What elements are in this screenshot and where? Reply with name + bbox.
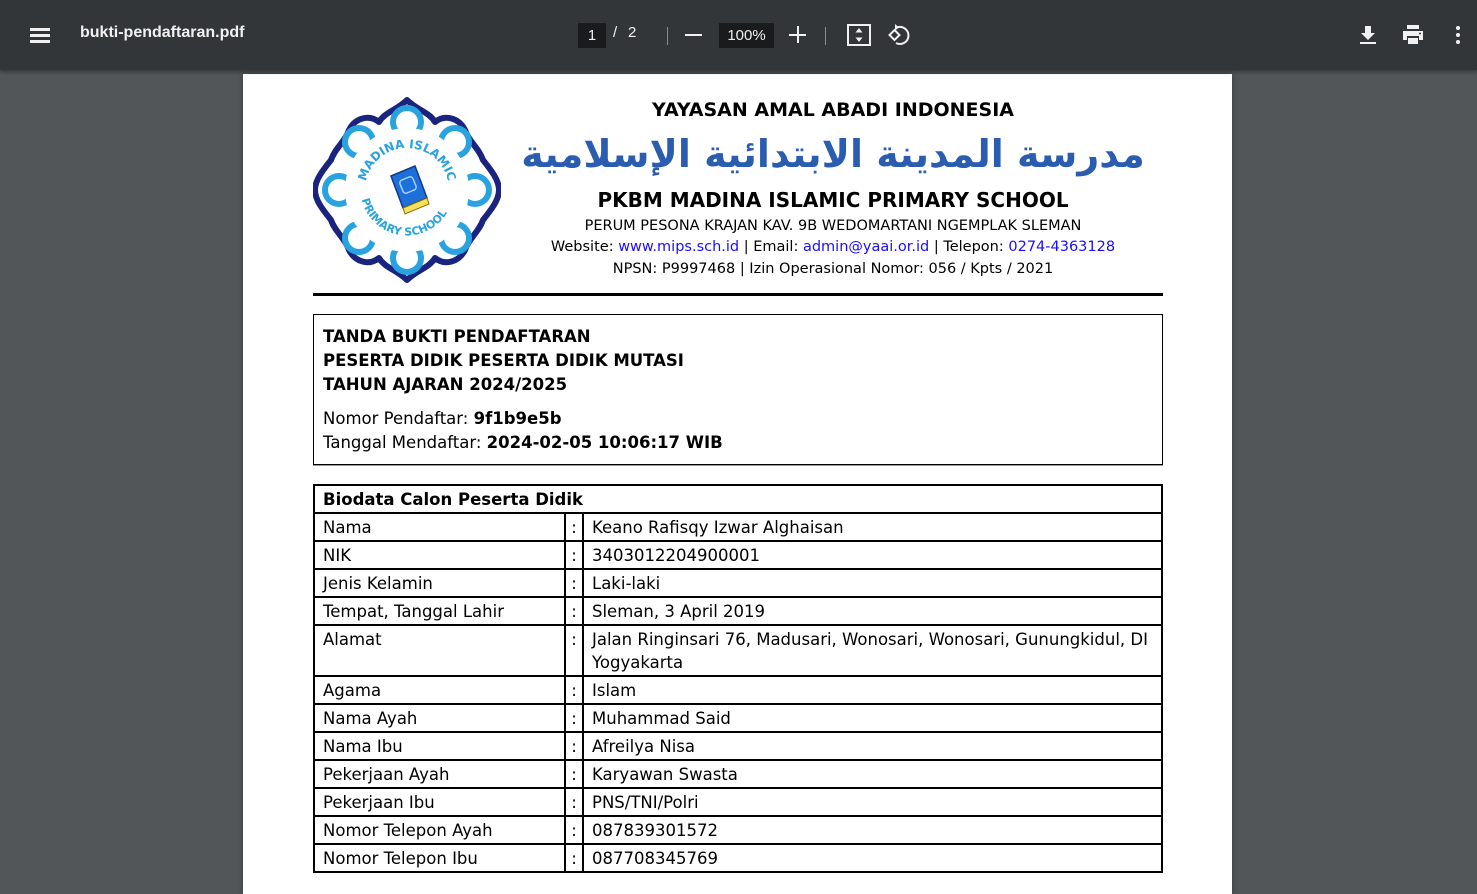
table-row xyxy=(314,816,1162,844)
field-separator: : xyxy=(565,541,583,569)
field-separator: : xyxy=(565,597,583,625)
registration-date-value: 2024-02-05 10:06:17 WIB xyxy=(486,433,723,452)
school-logo xyxy=(313,96,501,284)
field-label: Pekerjaan Ibu xyxy=(314,788,565,816)
field-label: Alamat xyxy=(314,625,565,676)
logo-text-top: MADINA ISLAMIC xyxy=(355,136,459,183)
field-separator: : xyxy=(565,569,583,597)
field-label: Agama xyxy=(314,676,565,704)
school-name: PKBM MADINA ISLAMIC PRIMARY SCHOOL xyxy=(597,188,1069,212)
website-label: Website: xyxy=(550,239,619,255)
field-value: 087708345769 xyxy=(583,844,1162,872)
field-label: NIK xyxy=(314,541,565,569)
document-title: bukti-pendaftaran.pdf xyxy=(80,24,245,41)
field-value: Jalan Ringinsari 76, Madusari, Wonosari, Wonosari, Gunungkidul, DI Yogyakarta xyxy=(583,625,1162,676)
registration-number xyxy=(323,407,562,431)
print-icon[interactable] xyxy=(1402,24,1424,46)
field-separator: : xyxy=(565,788,583,816)
page-separator: / xyxy=(613,24,618,41)
registration-receipt-box xyxy=(313,314,1163,465)
fit-to-page-icon[interactable] xyxy=(847,24,871,46)
field-value: PNS/TNI/Polri xyxy=(583,788,1162,816)
field-value: 3403012204900001 xyxy=(583,541,1162,569)
email-label: | Email: xyxy=(739,239,803,255)
page-number-input[interactable]: 1 xyxy=(578,23,606,48)
rotate-counterclockwise-icon[interactable] xyxy=(887,23,911,47)
email-link[interactable]: admin@yaai.or.id xyxy=(802,239,930,255)
field-separator: : xyxy=(565,844,583,872)
field-separator: : xyxy=(565,676,583,704)
table-row xyxy=(314,569,1162,597)
field-value: Islam xyxy=(583,676,1162,704)
contact-line xyxy=(503,239,1163,255)
school-address: PERUM PESONA KRAJAN KAV. 9B WEDOMARTANI NGEMPLAK SLEMAN xyxy=(584,218,1082,234)
biodata-heading: Biodata Calon Peserta Didik xyxy=(314,485,1162,513)
field-value: Muhammad Said xyxy=(583,704,1162,732)
registration-number-label: Nomor Pendaftar: xyxy=(323,409,474,428)
field-label: Jenis Kelamin xyxy=(314,569,565,597)
table-row xyxy=(314,788,1162,816)
letterhead-divider xyxy=(313,293,1163,296)
field-label: Nama xyxy=(314,513,565,541)
field-label: Nomor Telepon Ayah xyxy=(314,816,565,844)
field-value: 087839301572 xyxy=(583,816,1162,844)
field-label: Nama Ibu xyxy=(314,732,565,760)
table-row xyxy=(314,597,1162,625)
receipt-subtitle: PESERTA DIDIK PESERTA DIDIK MUTASI xyxy=(323,351,684,370)
field-label: Tempat, Tanggal Lahir xyxy=(314,597,565,625)
table-row xyxy=(314,625,1162,676)
registration-date-label: Tanggal Mendaftar: xyxy=(323,433,487,452)
biodata-table xyxy=(313,484,1163,873)
more-vertical-icon[interactable] xyxy=(1450,25,1466,45)
pdf-page xyxy=(243,74,1232,894)
toolbar-divider xyxy=(667,27,668,45)
arabic-school-name: مدرسة المدينة الابتدائية الإسلامية xyxy=(521,132,1145,176)
table-row xyxy=(314,704,1162,732)
field-separator: : xyxy=(565,625,583,676)
toolbar-divider xyxy=(825,27,826,45)
download-icon[interactable] xyxy=(1358,25,1378,45)
foundation-name: YAYASAN AMAL ABADI INDONESIA xyxy=(652,99,1014,121)
field-separator: : xyxy=(565,704,583,732)
registration-number-value: 9f1b9e5b xyxy=(473,409,562,428)
field-value: Karyawan Swasta xyxy=(583,760,1162,788)
academic-year: TAHUN AJARAN 2024/2025 xyxy=(323,375,568,394)
table-row xyxy=(314,676,1162,704)
logo-text-bottom: PRIMARY SCHOOL xyxy=(358,196,450,239)
phone-label: | Telepon: xyxy=(929,239,1009,255)
hamburger-menu-icon[interactable] xyxy=(28,23,52,47)
table-row xyxy=(314,513,1162,541)
field-value: Keano Rafisqy Izwar Alghaisan xyxy=(583,513,1162,541)
plus-icon[interactable] xyxy=(788,24,808,46)
field-value: Laki-laki xyxy=(583,569,1162,597)
field-label: Nama Ayah xyxy=(314,704,565,732)
field-separator: : xyxy=(565,513,583,541)
pdf-toolbar xyxy=(0,0,1477,70)
npsn-line: NPSN: P9997468 | Izin Operasional Nomor: 056 / Kpts / 2021 xyxy=(612,261,1054,277)
zoom-level-input[interactable]: 100% xyxy=(719,23,774,48)
table-row xyxy=(314,844,1162,872)
field-separator: : xyxy=(565,816,583,844)
field-separator: : xyxy=(565,732,583,760)
minus-icon[interactable] xyxy=(684,24,704,46)
field-label: Nomor Telepon Ibu xyxy=(314,844,565,872)
table-row xyxy=(314,541,1162,569)
registration-date xyxy=(323,431,723,455)
table-row xyxy=(314,732,1162,760)
field-separator: : xyxy=(565,760,583,788)
total-pages: 2 xyxy=(628,24,637,41)
table-row xyxy=(314,760,1162,788)
website-link[interactable]: www.mips.sch.id xyxy=(618,239,740,255)
field-value: Afreilya Nisa xyxy=(583,732,1162,760)
field-label: Pekerjaan Ayah xyxy=(314,760,565,788)
receipt-title: TANDA BUKTI PENDAFTARAN xyxy=(323,327,591,346)
phone-link[interactable]: 0274-4363128 xyxy=(1008,239,1116,255)
field-value: Sleman, 3 April 2019 xyxy=(583,597,1162,625)
